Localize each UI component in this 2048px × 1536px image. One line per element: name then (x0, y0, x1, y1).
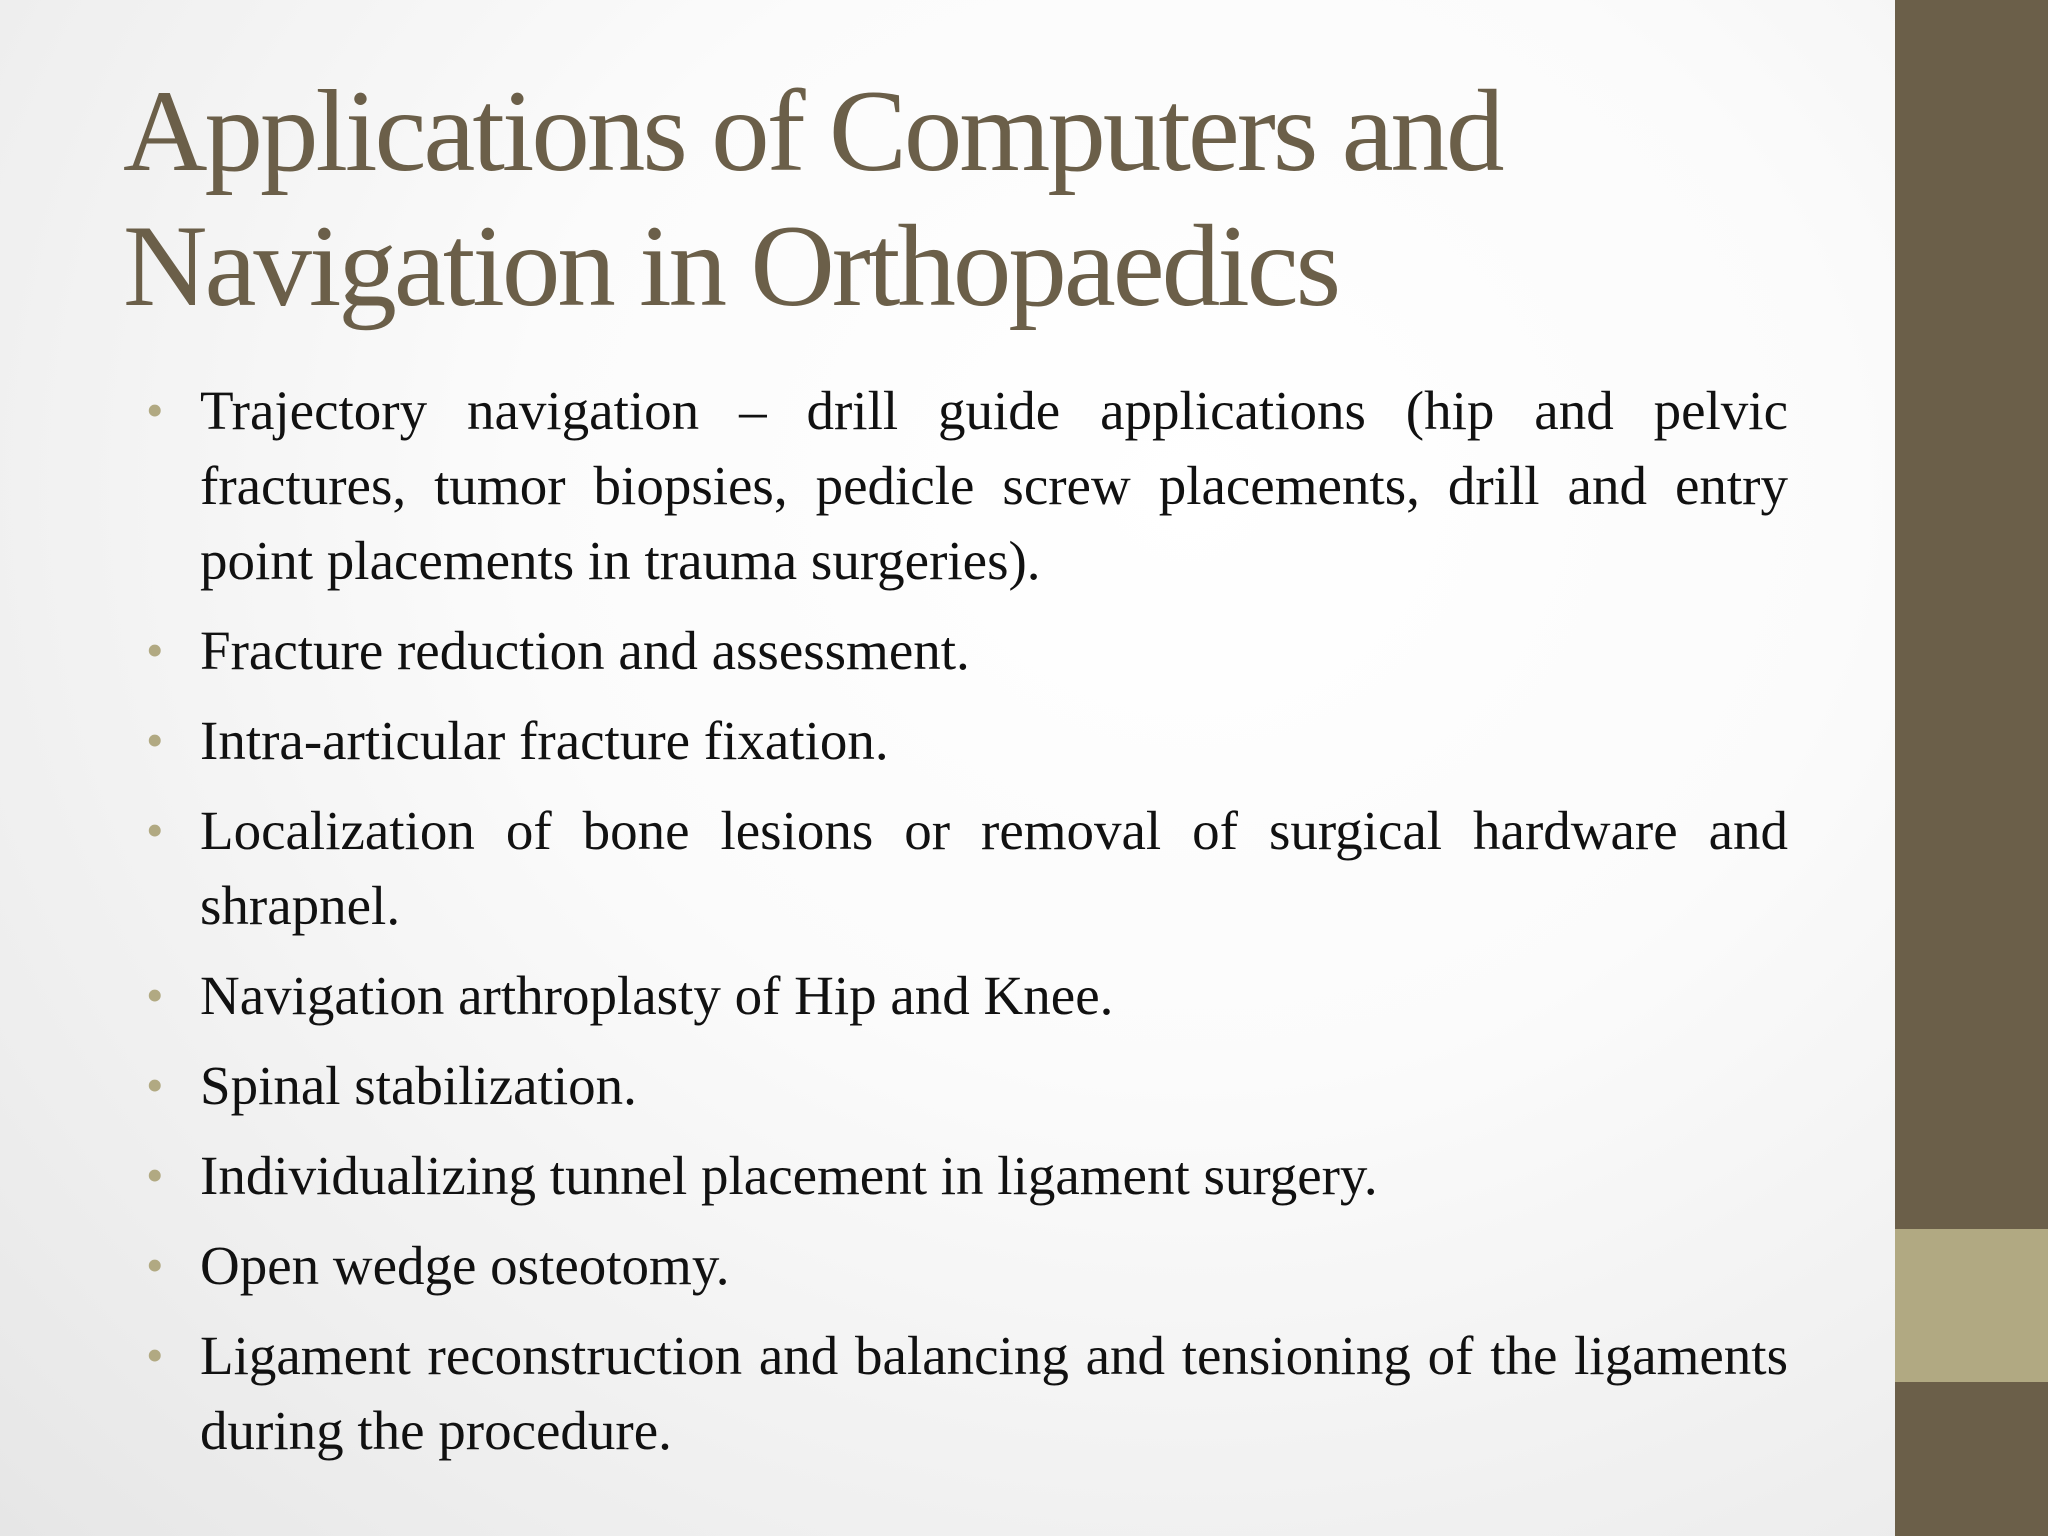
bullet-dot-icon: • (146, 967, 164, 1023)
bullet-dot-icon: • (146, 1237, 164, 1293)
bullet-text: Individualizing tunnel placement in ligament surgery. (200, 1145, 1378, 1206)
bullet-list (146, 373, 1788, 1483)
bullet-dot-icon: • (146, 1147, 164, 1203)
bullet-text: Localization of bone lesions or removal of surgical hardware and shrapnel. (200, 800, 1788, 936)
slide-title-line-1: Applications of Computers and (123, 67, 1502, 196)
bullet-text: Spinal stabilization. (200, 1055, 637, 1116)
bullet-dot-icon: • (146, 1057, 164, 1113)
bullet-dot-icon: • (146, 712, 164, 768)
bullet-item (146, 1318, 1788, 1468)
bullet-text: Navigation arthroplasty of Hip and Knee. (200, 965, 1114, 1026)
bullet-item (146, 1138, 1788, 1213)
bullet-item (146, 373, 1788, 598)
bullet-dot-icon: • (146, 1327, 164, 1383)
slide-title-line-2: Navigation in Orthopaedics (123, 202, 1339, 331)
bullet-item (146, 1048, 1788, 1123)
bullet-text: Ligament reconstruction and balancing and tensioning of the ligaments during the procedure. (200, 1325, 1788, 1461)
bullet-item (146, 703, 1788, 778)
bullet-item (146, 958, 1788, 1033)
bullet-item (146, 793, 1788, 943)
bullet-dot-icon: • (146, 802, 164, 858)
bullet-text: Fracture reduction and assessment. (200, 620, 970, 681)
slide-title (123, 64, 1803, 334)
sidebar-accent-block (1895, 1229, 2048, 1382)
bullet-text: Intra-articular fracture fixation. (200, 710, 889, 771)
bullet-dot-icon: • (146, 382, 164, 438)
bullet-text: Trajectory navigation – drill guide applications (hip and pelvic fractures, tumor biopsies, pedicle screw placements, drill and entry point placements in trauma surgeries). (200, 380, 1788, 591)
bullet-dot-icon: • (146, 622, 164, 678)
bullet-text: Open wedge osteotomy. (200, 1235, 730, 1296)
bullet-item (146, 1228, 1788, 1303)
bullet-item (146, 613, 1788, 688)
sidebar-bar (1895, 0, 2048, 1536)
